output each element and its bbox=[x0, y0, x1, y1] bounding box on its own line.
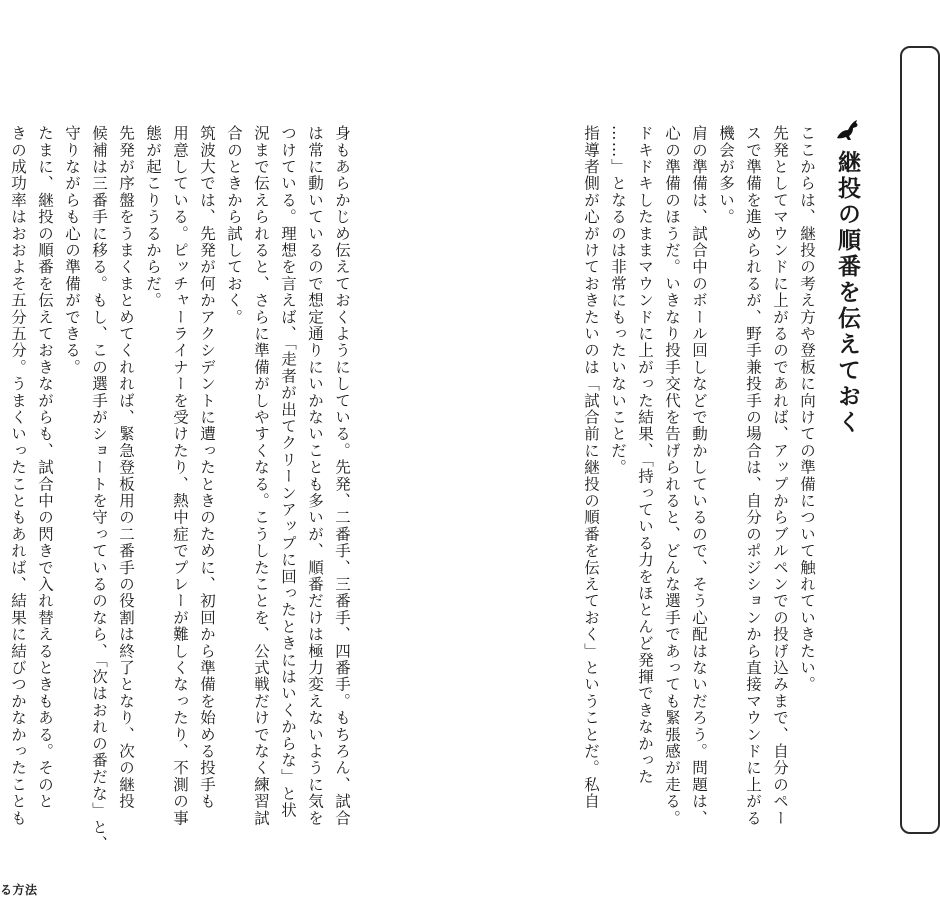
paragraph-line: 態が起こりうるからだ。 bbox=[144, 125, 162, 309]
page-edge-tab bbox=[900, 46, 940, 834]
paragraph-line: ドキドキしたままマウンドに上がった結果、「持っている力をほとんど発揮できなかった bbox=[636, 125, 654, 786]
paragraph-line: スで準備を進められるが、野手兼投手の場合は、自分のポジションから直接マウンドに上がる bbox=[744, 125, 762, 827]
paragraph-line: 心の準備のほうだ。いきなり投手交代を告げられると、どんな選手であっても緊張感が走る。 bbox=[663, 125, 681, 827]
paragraph-line: 筑波大では、先発が何かアクシデントに遭ったときのために、初回から準備を始める投手も bbox=[198, 125, 216, 810]
paragraph-line: 先発としてマウンドに上がるのであれば、アップからブルペンでの投げ込みまで、自分のペー bbox=[771, 125, 789, 827]
paragraph-line: は常に動いているので想定通りにいかないことも多いが、順番だけは極力変えないように気を bbox=[306, 125, 324, 827]
paragraph-line: 守りながらも心の準備ができる。 bbox=[63, 125, 81, 376]
paragraph-line: きの成功率はおおよそ五分五分。うまくいったこともあれば、結果に結びつかなかったことも bbox=[9, 125, 27, 827]
paragraph-line: 合のときから試しておく。 bbox=[225, 125, 243, 326]
paragraph-line: 況まで伝えられると、さらに準備がしやすくなる。こうしたことを、公式戦だけでなく練習試 bbox=[252, 125, 270, 827]
paragraph-line: ……」となるのは非常にもったいないことだ。 bbox=[609, 125, 627, 476]
kangaroo-icon bbox=[834, 118, 860, 142]
right-page-text bbox=[582, 125, 820, 827]
paragraph-line: つけている。理想を言えば、「走者が出てクリーンアップに回ったときにはいくからな」と状 bbox=[279, 125, 297, 819]
paragraph-line: たまに、継投の順番を伝えておきながらも、試合中の閃きで入れ替えるときもある。そのと bbox=[36, 125, 54, 810]
running-footer: る方法 bbox=[0, 883, 38, 897]
paragraph-line: 機会が多い。 bbox=[717, 125, 735, 226]
paragraph-line: 用意している。ピッチャーライナーを受けたり、熱中症でプレーが難しくなったり、不測の事 bbox=[171, 125, 189, 827]
heading-title: 継投の順番を伝えておく bbox=[834, 150, 860, 436]
paragraph-line: 身もあらかじめ伝えておくようにしている。先発、二番手、三番手、四番手。もちろん、試合 bbox=[333, 125, 351, 827]
section-heading bbox=[832, 118, 862, 436]
paragraph-line: 指導者側が心がけておきたいのは「試合前に継投の順番を伝えておく」ということだ。私自 bbox=[582, 125, 600, 810]
paragraph-line: ここからは、継投の考え方や登板に向けての準備について触れていきたい。 bbox=[798, 125, 816, 693]
paragraph-line: 先発が序盤をうまくまとめてくれれば、緊急登板用の二番手の役割は終了となり、次の継投 bbox=[117, 125, 135, 810]
paragraph-line: 肩の準備は、試合中のボール回しなどで動かしているので、そう心配はないだろう。問題は、 bbox=[690, 125, 708, 827]
paragraph-line: 候補は三番手に移る。もし、この選手がショートを守っているのなら、「次はおれの番だな」と、 bbox=[90, 125, 108, 853]
left-page-text bbox=[0, 125, 355, 853]
